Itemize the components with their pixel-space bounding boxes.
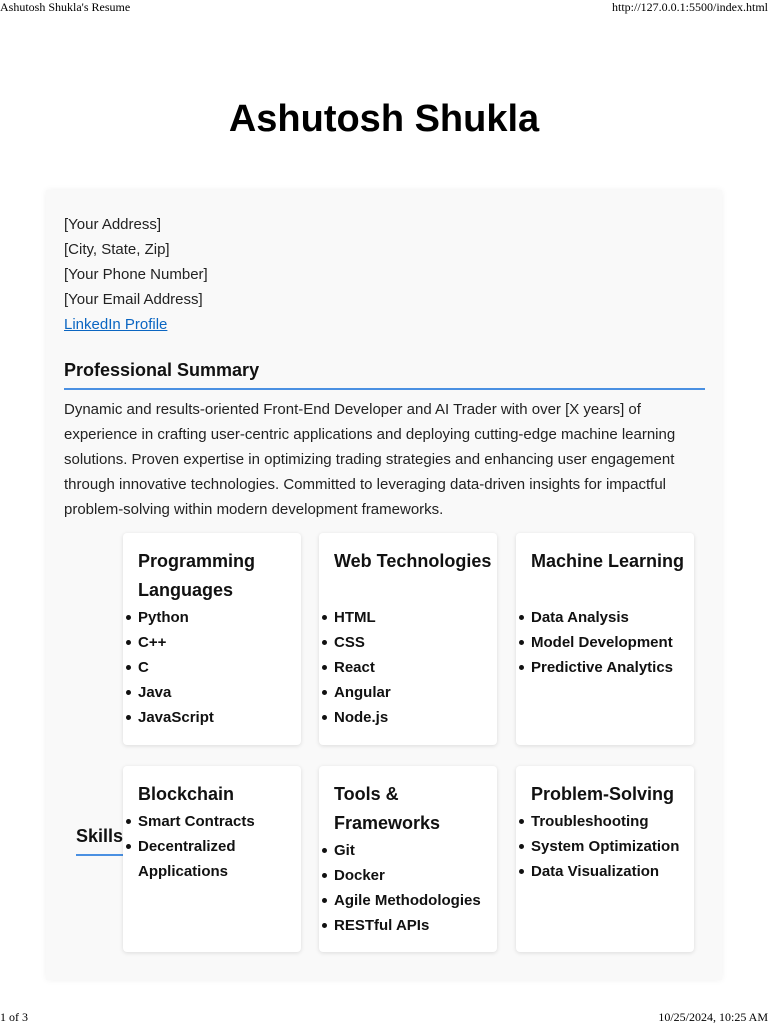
resume-name: Ashutosh Shukla xyxy=(228,98,540,140)
print-footer-datetime: 10/25/2024, 10:25 AM xyxy=(658,1010,768,1024)
skill-item: Decentralized Applications xyxy=(138,834,288,884)
skill-list xyxy=(138,809,288,884)
contact-address: [Your Address] xyxy=(64,216,162,233)
skill-item: C++ xyxy=(138,630,214,655)
skill-item: Smart Contracts xyxy=(138,809,288,834)
linkedin-link[interactable]: LinkedIn Profile xyxy=(64,316,168,333)
skill-card-title: Web Technologies xyxy=(334,551,492,571)
summary-heading: Professional Summary xyxy=(64,360,260,380)
skill-card-title: Tools & Frameworks xyxy=(334,784,441,833)
skill-item: Python xyxy=(138,605,214,630)
skill-item: C xyxy=(138,655,214,680)
skill-item: Data Analysis xyxy=(531,605,673,630)
contact-email: [Your Email Address] xyxy=(64,291,203,308)
skill-item: Docker xyxy=(334,863,481,888)
skill-item: Git xyxy=(334,838,481,863)
skill-item: React xyxy=(334,655,391,680)
skill-card-machine-learning xyxy=(516,533,694,745)
print-footer xyxy=(0,1010,768,1024)
skill-item: HTML xyxy=(334,605,391,630)
skill-item: Node.js xyxy=(334,705,391,730)
skill-item: Java xyxy=(138,680,214,705)
skill-card-programming-languages xyxy=(123,533,301,745)
skill-list xyxy=(138,605,214,730)
skill-card-tools-frameworks xyxy=(319,766,497,952)
contact-phone: [Your Phone Number] xyxy=(64,266,208,283)
skill-item: Agile Methodologies xyxy=(334,888,481,913)
skill-list xyxy=(531,605,673,680)
skills-divider xyxy=(76,854,124,856)
skill-card-title: Programming Languages xyxy=(138,551,256,600)
contact-city: [City, State, Zip] xyxy=(64,241,170,258)
skill-item: JavaScript xyxy=(138,705,214,730)
skill-card-title: Problem-Solving xyxy=(531,784,675,804)
summary-divider xyxy=(64,388,705,390)
skills-heading: Skills xyxy=(76,826,124,846)
skill-item: Angular xyxy=(334,680,391,705)
print-header-title: Ashutosh Shukla's Resume xyxy=(0,0,131,14)
skill-card-title: Machine Learning xyxy=(531,551,685,571)
skill-card-web-technologies xyxy=(319,533,497,745)
skill-card-blockchain xyxy=(123,766,301,952)
skill-item: CSS xyxy=(334,630,391,655)
skill-card-problem-solving xyxy=(516,766,694,952)
skill-item: System Optimization xyxy=(531,834,679,859)
skill-list xyxy=(531,809,679,884)
skill-item: Data Visualization xyxy=(531,859,679,884)
skill-list xyxy=(334,605,391,730)
skill-item: Troubleshooting xyxy=(531,809,679,834)
skill-item: Predictive Analytics xyxy=(531,655,673,680)
print-footer-page: 1 of 3 xyxy=(0,1010,28,1024)
contact-info xyxy=(64,212,208,337)
skill-list xyxy=(334,838,481,938)
skill-item: Model Development xyxy=(531,630,673,655)
print-header xyxy=(0,0,768,16)
print-header-url: http://127.0.0.1:5500/index.html xyxy=(612,0,768,14)
skill-item: RESTful APIs xyxy=(334,913,481,938)
summary-text: Dynamic and results-oriented Front-End Developer and AI Trader with over [X years] of experience in crafting user-centric applications and deploying cutting-edge machine learning solutions. Proven expertise in optimizing trading strategies and enhancing user engagement through innovative technologies. Committed to leveraging data-driven insights for impactful problem-solving within modern development frameworks. xyxy=(64,401,676,518)
skill-card-title: Blockchain xyxy=(138,784,235,804)
